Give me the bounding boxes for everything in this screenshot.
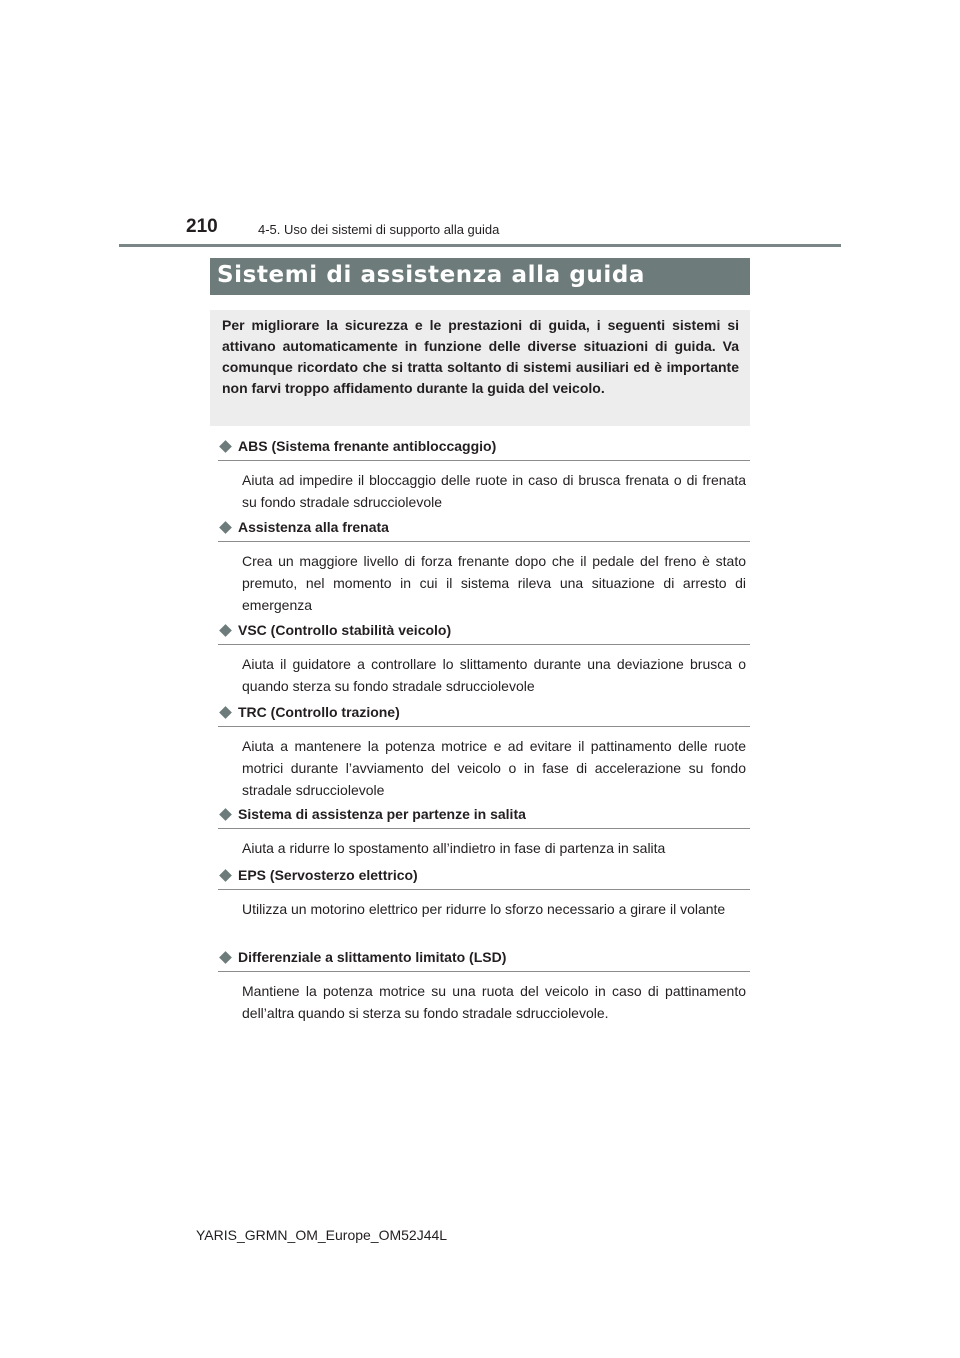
feature-lsd <box>218 949 750 1024</box>
header-divider <box>119 244 841 247</box>
feature-description: Crea un maggiore livello di forza frenante dopo che il pedale del freno è stato premuto, nel momento in cui il sistema rileva una situazione di arresto di emergenza <box>242 553 746 613</box>
diamond-bullet-icon <box>219 624 232 637</box>
feature-abs <box>218 438 750 513</box>
feature-title: ABS (Sistema frenante antibloccaggio) <box>238 438 497 454</box>
diamond-bullet-icon <box>219 808 232 821</box>
section-reference: 4-5. Uso dei sistemi di supporto alla guida <box>258 222 500 237</box>
feature-eps <box>218 867 750 920</box>
feature-description: Aiuta a mantenere la potenza motrice e ad evitare il pattinamento delle ruote motrici durante l’avviamento del veicolo o in fase di accelerazione su fondo stradale sdrucciolevole <box>242 738 746 798</box>
feature-heading <box>218 704 750 727</box>
feature-brake-assist <box>218 519 750 616</box>
feature-heading <box>218 949 750 972</box>
feature-title: TRC (Controllo trazione) <box>238 704 400 720</box>
feature-heading <box>218 622 750 645</box>
diamond-bullet-icon <box>219 869 232 882</box>
diamond-bullet-icon <box>219 706 232 719</box>
feature-vsc <box>218 622 750 697</box>
feature-heading <box>218 519 750 542</box>
feature-title: Differenziale a slittamento limitato (LSD) <box>238 949 507 965</box>
diamond-bullet-icon <box>219 440 232 453</box>
feature-heading <box>218 806 750 829</box>
diamond-bullet-icon <box>219 521 232 534</box>
feature-heading <box>218 438 750 461</box>
intro-box: Per migliorare la sicurezza e le prestazioni di guida, i seguenti sistemi si attivano automaticamente in funzione delle diverse situazioni di guida. Va comunque ricordato che si tratta soltanto di sistemi ausiliari ed è importante non farvi troppo affidamento durante la guida del veicolo. <box>210 310 750 426</box>
feature-trc <box>218 704 750 801</box>
page-number: 210 <box>186 216 218 237</box>
feature-description: Aiuta a ridurre lo spostamento all’indietro in fase di partenza in salita <box>242 840 666 856</box>
feature-description: Mantiene la potenza motrice su una ruota del veicolo in caso di pattinamento dell’altra quando si sterza su fondo stradale sdrucciolevole. <box>242 983 746 1021</box>
feature-title: VSC (Controllo stabilità veicolo) <box>238 622 452 638</box>
diamond-bullet-icon <box>219 951 232 964</box>
document-footer-code: YARIS_GRMN_OM_Europe_OM52J44L <box>196 1227 448 1243</box>
feature-heading <box>218 867 750 890</box>
feature-description: Utilizza un motorino elettrico per ridurre lo sforzo necessario a girare il volante <box>242 901 726 917</box>
feature-title: Sistema di assistenza per partenze in salita <box>238 806 526 822</box>
feature-hill-start-assist <box>218 806 750 859</box>
feature-description: Aiuta ad impedire il bloccaggio delle ruote in caso di brusca frenata o di frenata su fondo stradale sdrucciolevole <box>242 472 746 510</box>
feature-title: EPS (Servosterzo elettrico) <box>238 867 418 883</box>
feature-description: Aiuta il guidatore a controllare lo slittamento durante una deviazione brusca o quando sterza su fondo stradale sdrucciolevole <box>242 656 746 694</box>
page-title: Sistemi di assistenza alla guida <box>210 258 750 295</box>
feature-title: Assistenza alla frenata <box>238 519 389 535</box>
